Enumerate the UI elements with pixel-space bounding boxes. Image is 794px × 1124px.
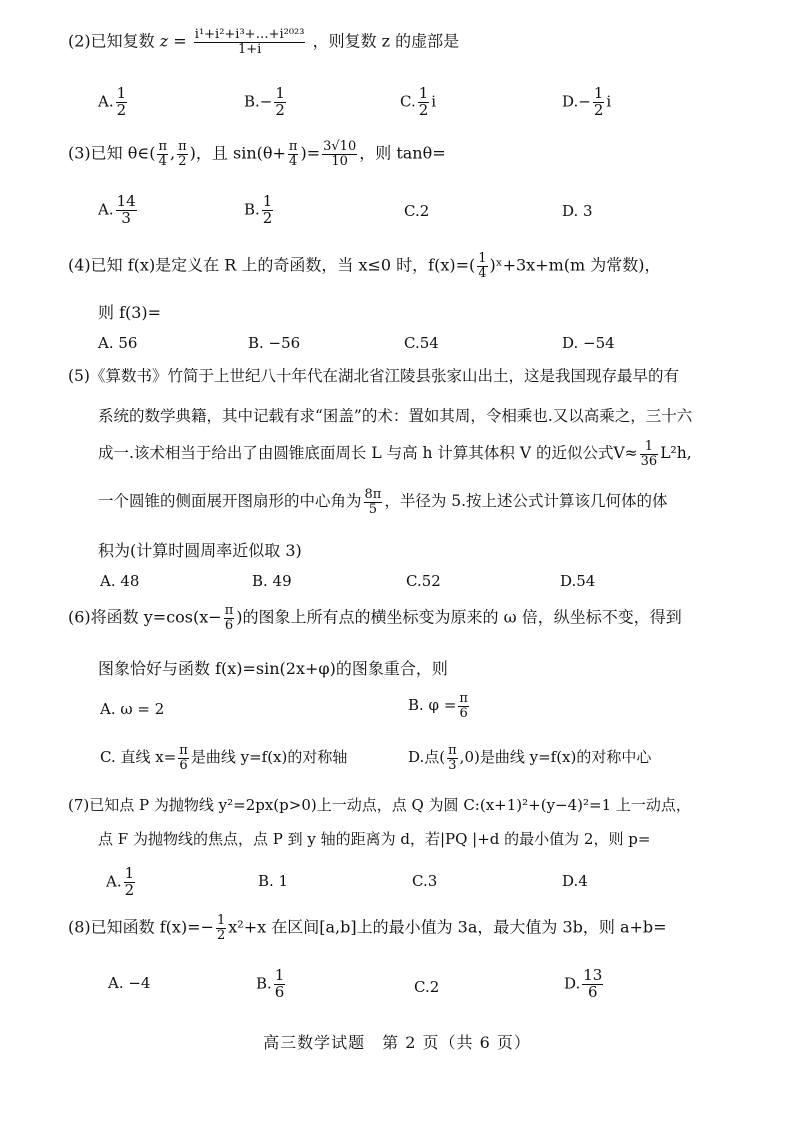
q2-numerator: i¹+i²+i³+…+i²⁰²³: [194, 27, 305, 42]
q5-line-2: 系统的数学典籍，其中记载有求“囷盖”的术：置如其周，令相乘也.又以高乘之，三十六: [98, 407, 693, 425]
q5-line-1: (5)《算数书》竹简于上世纪八十年代在湖北省江陵县张家山出土，这是我国现存最早的有: [68, 367, 679, 385]
q5-line-4: 一个圆锥的侧面展开图扇形的中心角为 $\frac{8\pi}{5}$ ，半径为 5.按上述公式计算该几何体的体: [98, 487, 668, 517]
q6-option-b[interactable]: B. φ = $\frac{\pi}{6}$: [408, 691, 468, 721]
question-6: (6)将函数 y=cos(x− $\frac{\pi}{6}$ )的图象上所有点的横坐标变为原来的 ω 倍，纵坐标不变，得到: [68, 603, 682, 633]
q6-option-c[interactable]: C. 直线 x= $\frac{\pi}{6}$ 是曲线 y=f(x)的对称轴: [100, 743, 348, 773]
q6-option-a[interactable]: A. ω = 2: [100, 700, 165, 718]
q5-option-d[interactable]: D.54: [560, 572, 596, 590]
q2-denominator: 1+i: [237, 41, 262, 57]
question-2: [68, 28, 459, 56]
q2-option-a[interactable]: A. $\frac{1}{2}$: [98, 84, 127, 119]
q3-option-c[interactable]: C.2: [404, 202, 430, 220]
q4-option-a[interactable]: A. 56: [98, 334, 138, 352]
q6-option-d[interactable]: D.点( $\frac{\pi}{3}$ ,0)是曲线 y=f(x)的对称中心: [408, 743, 652, 773]
q3-option-a[interactable]: A. $\frac{14}{3}$: [98, 192, 136, 227]
q6-line-2: 图象恰好与函数 f(x)=sin(2x+φ)的图象重合，则: [98, 659, 448, 678]
q5-line-5: 积为(计算时圆周率近似取 3): [98, 541, 302, 560]
q4-option-c[interactable]: C.54: [404, 334, 439, 352]
q8-option-d[interactable]: D. $\frac{13}{6}$: [564, 966, 603, 1001]
q7-option-a[interactable]: A. $\frac{1}{2}$: [106, 864, 135, 899]
q8-option-b[interactable]: B. $\frac{1}{6}$: [256, 966, 285, 1001]
q2-z: z =: [159, 31, 187, 51]
question-4: (4)已知 f(x)是定义在 R 上的奇函数，当 x≤0 时，f(x)=( $\frac{1}{4}$ )ˣ+3x+m(m 为常数)，: [68, 251, 661, 281]
q4-option-b[interactable]: B. −56: [248, 334, 301, 352]
q7-option-c[interactable]: C.3: [412, 872, 438, 890]
q7-option-d[interactable]: D.4: [562, 872, 588, 890]
q5-option-a[interactable]: A. 48: [100, 572, 140, 590]
question-8: (8)已知函数 f(x)=− $\frac{1}{2}$ x²+x 在区间[a,b]上的最小值为 3a，最大值为 3b，则 a+b=: [68, 913, 667, 943]
q2-prefix: (2)已知复数: [68, 31, 155, 51]
q7-option-b[interactable]: B. 1: [258, 872, 289, 890]
q2-option-d[interactable]: D.− $\frac{1}{2}$ i: [562, 84, 612, 119]
q8-option-a[interactable]: A. −4: [108, 974, 151, 992]
q3-option-d[interactable]: D. 3: [562, 202, 593, 220]
q5-line-3: 成一.该术相当于给出了由圆锥底面周长 L 与高 h 计算其体积 V 的近似公式V≈ $\frac{1}{36}$ L²h,: [98, 439, 692, 469]
q7-line-2: 点 F 为抛物线的焦点，点 P 到 y 轴的距离为 d，若|PQ |+d 的最小值为 2，则 p=: [98, 830, 651, 848]
q2-option-b[interactable]: B.− $\frac{1}{2}$: [244, 84, 285, 119]
page-footer: 高三数学试题 第 2 页（共 6 页）: [263, 1033, 531, 1052]
q8-option-c[interactable]: C.2: [414, 978, 440, 996]
q2-fraction: [194, 28, 306, 56]
question-3: (3)已知 θ∈( $\frac{\pi}{4}$ , $\frac{\pi}{2}$ )，且 sin(θ+ $\frac{\pi}{4}$ )= $\frac{3√10}{10}$ ，则 tanθ=: [68, 139, 446, 169]
q4-line-2: 则 f(3)=: [98, 303, 162, 322]
q7-line-1: (7)已知点 P 为抛物线 y²=2px(p>0)上一动点，点 Q 为圆 C:(x+1)²+(y−4)²=1 上一动点，: [68, 796, 691, 814]
q4-option-d[interactable]: D. −54: [562, 334, 615, 352]
q5-option-c[interactable]: C.52: [406, 572, 441, 590]
q3-option-b[interactable]: B. $\frac{1}{2}$: [244, 192, 273, 227]
q2-suffix: ，则复数 z 的虚部是: [312, 31, 460, 51]
q2-option-c[interactable]: C. $\frac{1}{2}$ i: [400, 84, 437, 119]
q5-option-b[interactable]: B. 49: [252, 572, 292, 590]
